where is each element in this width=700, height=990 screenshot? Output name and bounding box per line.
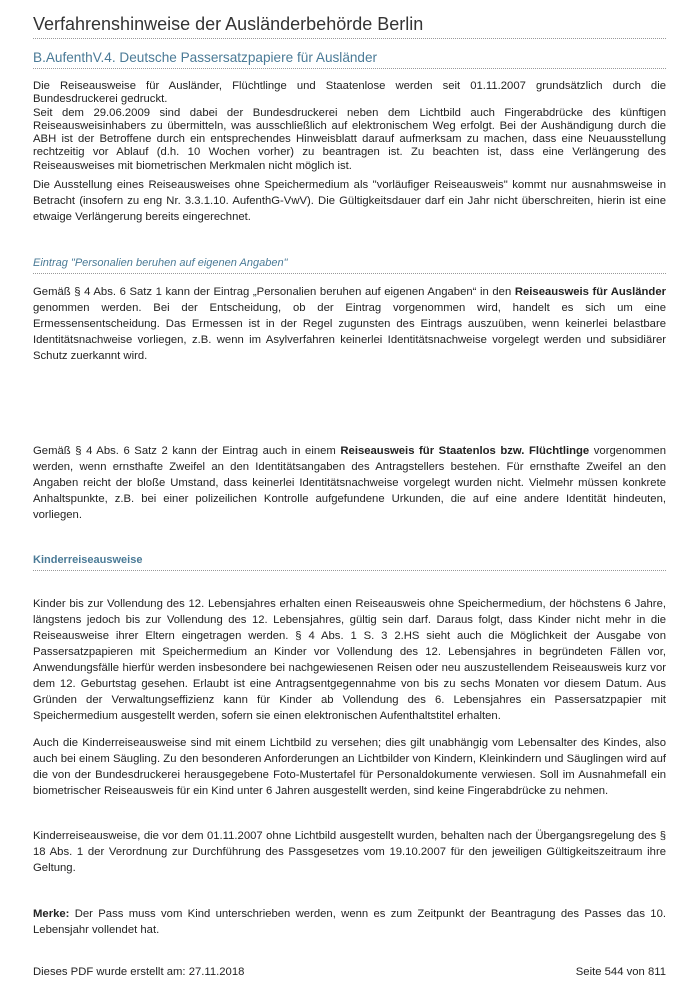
- creation-date: Dieses PDF wurde erstellt am: 27.11.2018: [33, 966, 245, 978]
- kinder-paragraph-2: Auch die Kinderreiseausweise sind mit einem Lichtbild zu versehen; dies gilt unabhängig vom Lebensalter des Kindes, also auch bei einem Säugling. Zu den besonderen Anforderungen an Lichtbilder von Kindern, Kleinkindern und Säuglingen wird auf die von der Bundesdruckerei herausgegebene Foto-Mustertafel für Personaldokumente verwiesen. Soll im Ausnahmefall ein biometrischer Reiseausweis für ein Kind unter 6 Jahren ausgestellt werden, sind keine Fingerabdrücke zu nehmen.: [33, 737, 666, 798]
- intro-paragraph-1: Die Reiseausweise für Ausländer, Flüchtlinge und Staatenlose werden seit 01.11.2007 grundsätzlich durch die Bundesdruckerei gedruckt.: [33, 80, 666, 106]
- merke-note: Merke: Der Pass muss vom Kind unterschrieben werden, wenn es zum Zeitpunkt der Beantragung des Passes das 10. Lebensjahr vollendet hat.: [33, 908, 666, 937]
- eintrag-paragraph-1: Gemäß § 4 Abs. 6 Satz 1 kann der Eintrag „Personalien beruhen auf eigenen Angaben“ in den Reiseausweis für Ausländer genommen werden. Bei der Entscheidung, ob der Eintrag vorgenommen wird, handelt es sich um eine Ermessensentscheidung. Das Ermessen ist in der Regel zugunsten des Eintrags auszuüben, wenn keinerlei belastbare Identitätsnachweise vorliegen, z.B. wenn im Asylverfahren keinerlei Identitätsnachweise vorgelegt werden und subsidiärer Schutz zuerkannt wird.: [33, 286, 666, 363]
- divider: [33, 38, 666, 39]
- kinder-paragraph-3: Kinderreiseausweise, die vor dem 01.11.2007 ohne Lichtbild ausgestellt wurden, behalten nach der Übergangsregelung des § 18 Abs. 1 der Verordnung zur Durchführung des Passgesetzes vom 19.10.2007 für den jeweiligen Gültigkeitszeitraum ihre Geltung.: [33, 830, 666, 875]
- kinder-heading: Kinderreiseausweise: [33, 553, 666, 571]
- intro-paragraph-3: Die Ausstellung eines Reiseausweises ohne Speichermedium als "vorläufiger Reiseausweis" kommt nur ausnahmsweise in Betracht (insofern zu eng Nr. 3.3.1.10. AufenthG-VwV). Die Gültigkeitsdauer darf ein Jahr nicht überschreiten, hierin ist eine etwaige Verlängerung bereits eingerechnet.: [33, 179, 666, 224]
- intro-section: [33, 80, 666, 173]
- eintrag-paragraph-2: Gemäß § 4 Abs. 6 Satz 2 kann der Eintrag auch in einem Reiseausweis für Staatenlos bzw. Flüchtlinge vorgenommen werden, wenn ernsthafte Zweifel an den Identitätsangaben des Antragstellers bestehen. Für ernsthafte Zweifel an den Angaben reicht der bloße Umstand, dass keinerlei Identitätsnachweise vorgelegt wurden nicht. Vielmehr müssen konkrete Anhaltspunkte, z.B. bei einer polizeilichen Kontrolle aufgefundene Urkunden, die auf eine andere Identität hindeuten, vorliegen.: [33, 445, 666, 522]
- page-footer: [33, 966, 666, 978]
- page-number: Seite 544 von 811: [575, 966, 666, 978]
- document-page: [33, 0, 666, 938]
- kinder-paragraph-1: Kinder bis zur Vollendung des 12. Lebensjahres erhalten einen Reiseausweis ohne Speichermedium, der höchstens 6 Jahre, längstens jedoch bis zur Vollendung des 12. Lebensjahres, gültig sein darf. Daraus folgt, dass Kinder nicht mehr in die Reiseausweise ihrer Eltern eingetragen werden. § 4 Abs. 1 S. 3 2.HS sieht auch die Möglichkeit der Ausgabe von Passersatzpapieren mit Speichermedium an Kinder vor Vollendung des 12. Lebensjahres in begründeten Fällen vor, Anwendungsfälle hierfür werden insbesondere bei nachgewiesenen Reisen oder neu auszustellendem Reiseausweis kurz vor dem 12. Geburtstag gesehen. Erlaubt ist eine Antragsentgegennahme von bis zu sechs Monaten vor diesem Datum. Aus Gründen der Verwaltungseffizienz kann für Kinder ab Vollendung des 6. Lebensjahres ein Passersatzpapier mit Speichermedium ausgestellt werden, sofern sie einen elektronischen Aufenthaltstitel erhalten.: [33, 598, 666, 723]
- eintrag-heading: Eintrag "Personalien beruhen auf eigenen Angaben": [33, 256, 666, 274]
- site-title: Verfahrenshinweise der Ausländerbehörde Berlin: [33, 14, 424, 34]
- intro-paragraph-2: Seit dem 29.06.2009 sind dabei der Bundesdruckerei neben dem Lichtbild auch Fingerabdrücke des künftigen Reiseausweisinhabers zu übermitteln, was ausschließlich auf elektronischem Weg erfolgt. Bei der Aushändigung durch die ABH ist der Betroffene durch ein entsprechendes Hinweisblatt darauf aufmerksam zu machen, dass eine Neuausstellung rechtzeitig vor Ablauf (d.h. 10 Wochen vorher) zu beantragen ist. Zu beachten ist, dass eine Verlängerung des Reiseausweises mit biometrischen Merkmalen nicht möglich ist.: [33, 106, 666, 172]
- section-title: B.AufenthV.4. Deutsche Passersatzpapiere für Ausländer: [33, 49, 666, 69]
